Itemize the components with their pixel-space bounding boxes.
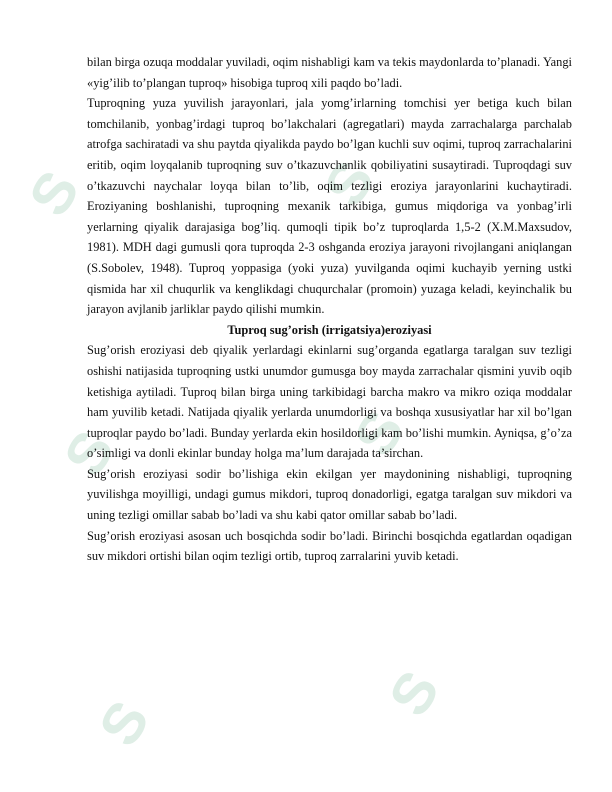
- watermark-glyph: S: [86, 689, 163, 758]
- watermark-glyph: S: [51, 419, 128, 488]
- watermark-glyph: S: [16, 159, 93, 228]
- paragraph: Sug’orish eroziyasi asosan uch bosqichda sodir bo’ladi. Birinchi bosqichda egatlardan oqadigan suv mikdori ortishi bilan oqim tezligi ortib, tuproq zarralarini yuvib ketadi.: [87, 528, 572, 564]
- section-heading: Tuproq sug’orish (irrigatsiya)eroziyasi: [227, 322, 432, 337]
- watermark-glyph: S: [311, 149, 388, 218]
- paragraph: bilan birga ozuqa moddalar yuviladi, oqim nishabligi kam va tekis maydonlarda to’planadi. Yangi «yig’ilib to’plangan tuproq» hisobiga tuproq xili paqdo bo’ladi.: [87, 55, 572, 90]
- watermark-glyph: S: [376, 659, 453, 728]
- watermark-glyph: S: [341, 399, 418, 468]
- paragraph: Tuproqning yuza yuvilish jarayonlari, jala yomg’irlarning tomchisi yer betiga kuch bilan tomchilanib, yonbag’irdagi tuproq bo’lakchalari (agregatlari) mayda zarrachalarga parchalab atrofga sachiratadi va shu paytda qiyalikda paydo bo’lgan kuchli suv oqimi, tuproq zarrachalarini eritib, oqim loyqalanib tuproqning suv o’tkazuvchanlik qobiliyatini susaytiradi. Tuproqdagi suv o’tkazuvchi naychalar loyqa bilan to’lib, oqim tezligi eroziya jarayonlarini kuchaytiradi. Eroziyaning boshlanishi, tuproqning mexanik tarkibiga, gumus miqdoriga va yonbag’irli yerlarning qiyalik darajasiga bog’liq. qumoqli tipik bo’z tuproqlarda 1,5-2 (X.M.Maxsudov, 1981). MDH dagi gumusli qora tuproqda 2-3 oshganda eroziya jarayoni rivojlangani aniqlangan (S.Sobolev, 1948). Tuproq yoppasiga (yoki yuza) yuvilganda oqimi kuchayib yerning ustki qismida har xil chuqurlik va kenglikdagi chuqurchalar (promoin) yuzaga keladi, keyinchalik bu jarayon avjlanib jarliklar paydo qilishi mumkin.: [87, 96, 572, 317]
- paragraph: Sug’orish eroziyasi deb qiyalik yerlardagi ekinlarni sug’organda egatlarga taralgan suv tezligi oshishi natijasida tuproqning ustki unumdor gumusga boy mayda zarrachalar qismini yuvib oqib ketishiga aytiladi. Tuproq bilan birga uning tarkibidagi barcha makro va mikro oziqa moddalar ham yuvilib ketadi. Natijada qiyalik yerlarda unumdorligi va boshqa xususiyatlar har xil bo’lgan tuproqlar paydo bo’ladi. Bunday yerlarda ekin hosildorligi kam bo’lishi mumkin. Ayniqsa, g’o’za o’simligi va donli ekinlar bunday holga ma’lum darajada ta’sirchan.: [87, 343, 572, 461]
- paragraph: Sug’orish eroziyasi sodir bo’lishiga ekin ekilgan yer maydonining nishabligi, tuproqning yuvilishga moyilligi, undagi gumus mikdori, tuproq donadorligi, egatga taralgan suv mikdori va uning tezligi omillar sabab bo’ladi va shu kabi qator omillar sabab bo’ladi.: [87, 466, 572, 523]
- body-text: [87, 52, 572, 567]
